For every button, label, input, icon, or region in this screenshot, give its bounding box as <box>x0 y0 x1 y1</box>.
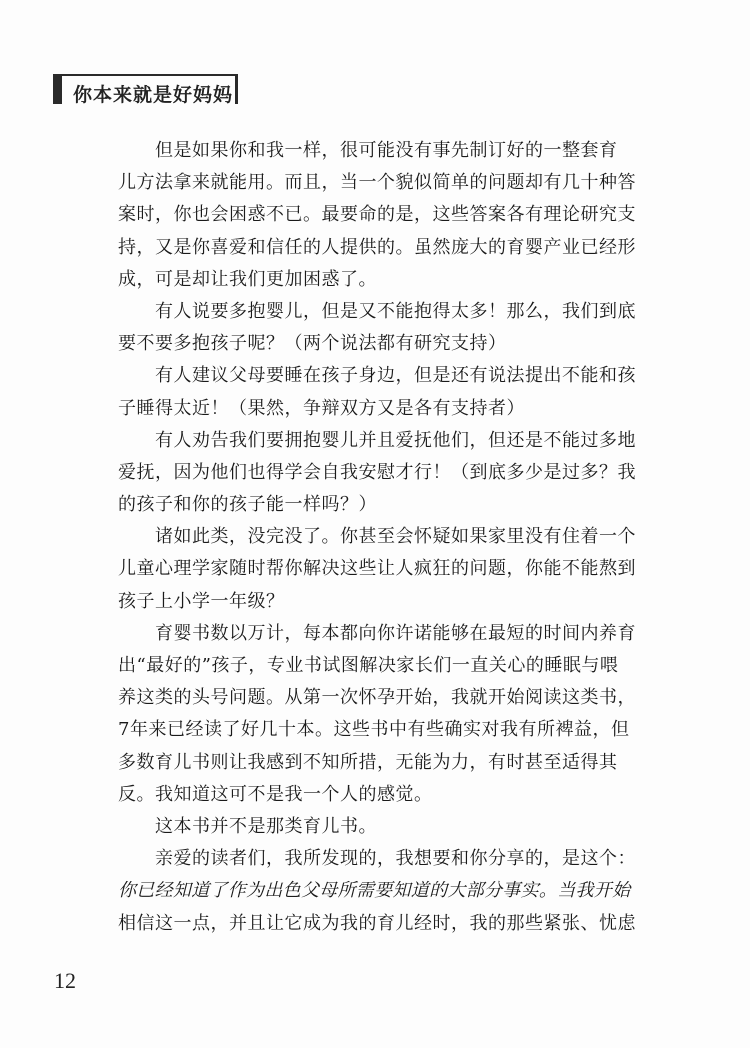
running-header <box>53 74 238 106</box>
body-text <box>118 135 638 940</box>
text-line: 多数育儿书则让我感到不知所措，无能为力，有时甚至适得其 <box>118 751 618 773</box>
text-line: 案时，你也会困惑不已。最要命的是，这些答案各有理论研究支 <box>118 204 636 226</box>
text-line: 有人说要多抱婴儿，但是又不能抱得太多！那么，我们到底 <box>155 300 636 322</box>
text-line: 有人建议父母要睡在孩子身边，但是还有说法提出不能和孩 <box>155 365 636 387</box>
text-line: 诸如此类，没完没了。你甚至会怀疑如果家里没有住着一个 <box>155 526 636 548</box>
header-right-rule <box>235 74 238 104</box>
text-line: 养这类的头号问题。从第一次怀孕开始，我就开始阅读这类书， <box>118 687 636 709</box>
text-line: 成，可是却让我们更加困惑了。 <box>118 268 377 290</box>
page-number: 12 <box>54 968 76 993</box>
header-bar <box>53 76 62 104</box>
text-line: 孩子上小学一年级？ <box>118 590 285 612</box>
text-line: 爱抚，因为他们也得学会自我安慰才行！（到底多少是过多？我 <box>118 461 636 483</box>
text-line: 儿童心理学家随时帮你解决这些让人疯狂的问题，你能不能熬到 <box>118 558 636 580</box>
text-line: 持，又是你喜爱和信任的人提供的。虽然庞大的育婴产业已经形 <box>118 236 636 258</box>
text-line: 子睡得太近！（果然，争辩双方又是各有支持者） <box>118 397 525 419</box>
text-line: 亲爱的读者们，我所发现的，我想要和你分享的，是这个： <box>155 848 636 870</box>
text-line: 有人劝告我们要拥抱婴儿并且爱抚他们，但还是不能过多地 <box>155 429 636 451</box>
text-line: 相信这一点，并且让它成为我的育儿经时，我的那些紧张、忧虑 <box>118 912 636 934</box>
text-line: 要不要多抱孩子呢？（两个说法都有研究支持） <box>118 333 507 355</box>
text-line: 的孩子和你的孩子能一样吗？） <box>118 494 377 516</box>
text-line: 儿方法拿来就能用。而且，当一个貌似简单的问题却有几十种答 <box>118 172 636 194</box>
text-line: 7年来已经读了好几十本。这些书中有些确实对我有所裨益，但 <box>118 719 630 741</box>
emphasis-line: 你已经知道了作为出色父母所需要知道的大部分事实。当我开始 <box>118 880 631 902</box>
header-title: 你本来就是好妈妈 <box>73 84 234 106</box>
text-line: 但是如果你和我一样，很可能没有事先制订好的一整套育 <box>155 140 618 161</box>
text-line: 这本书并不是那类育儿书。 <box>155 815 377 837</box>
text-line: 出“最好的”孩子，专业书试图解决家长们一直关心的睡眠与喂 <box>118 655 619 676</box>
text-line: 育婴书数以万计，每本都向你许诺能够在最短的时间内养育 <box>155 622 636 644</box>
header-top-rule <box>53 74 238 76</box>
text-line: 反。我知道这可不是我一个人的感觉。 <box>118 783 433 805</box>
